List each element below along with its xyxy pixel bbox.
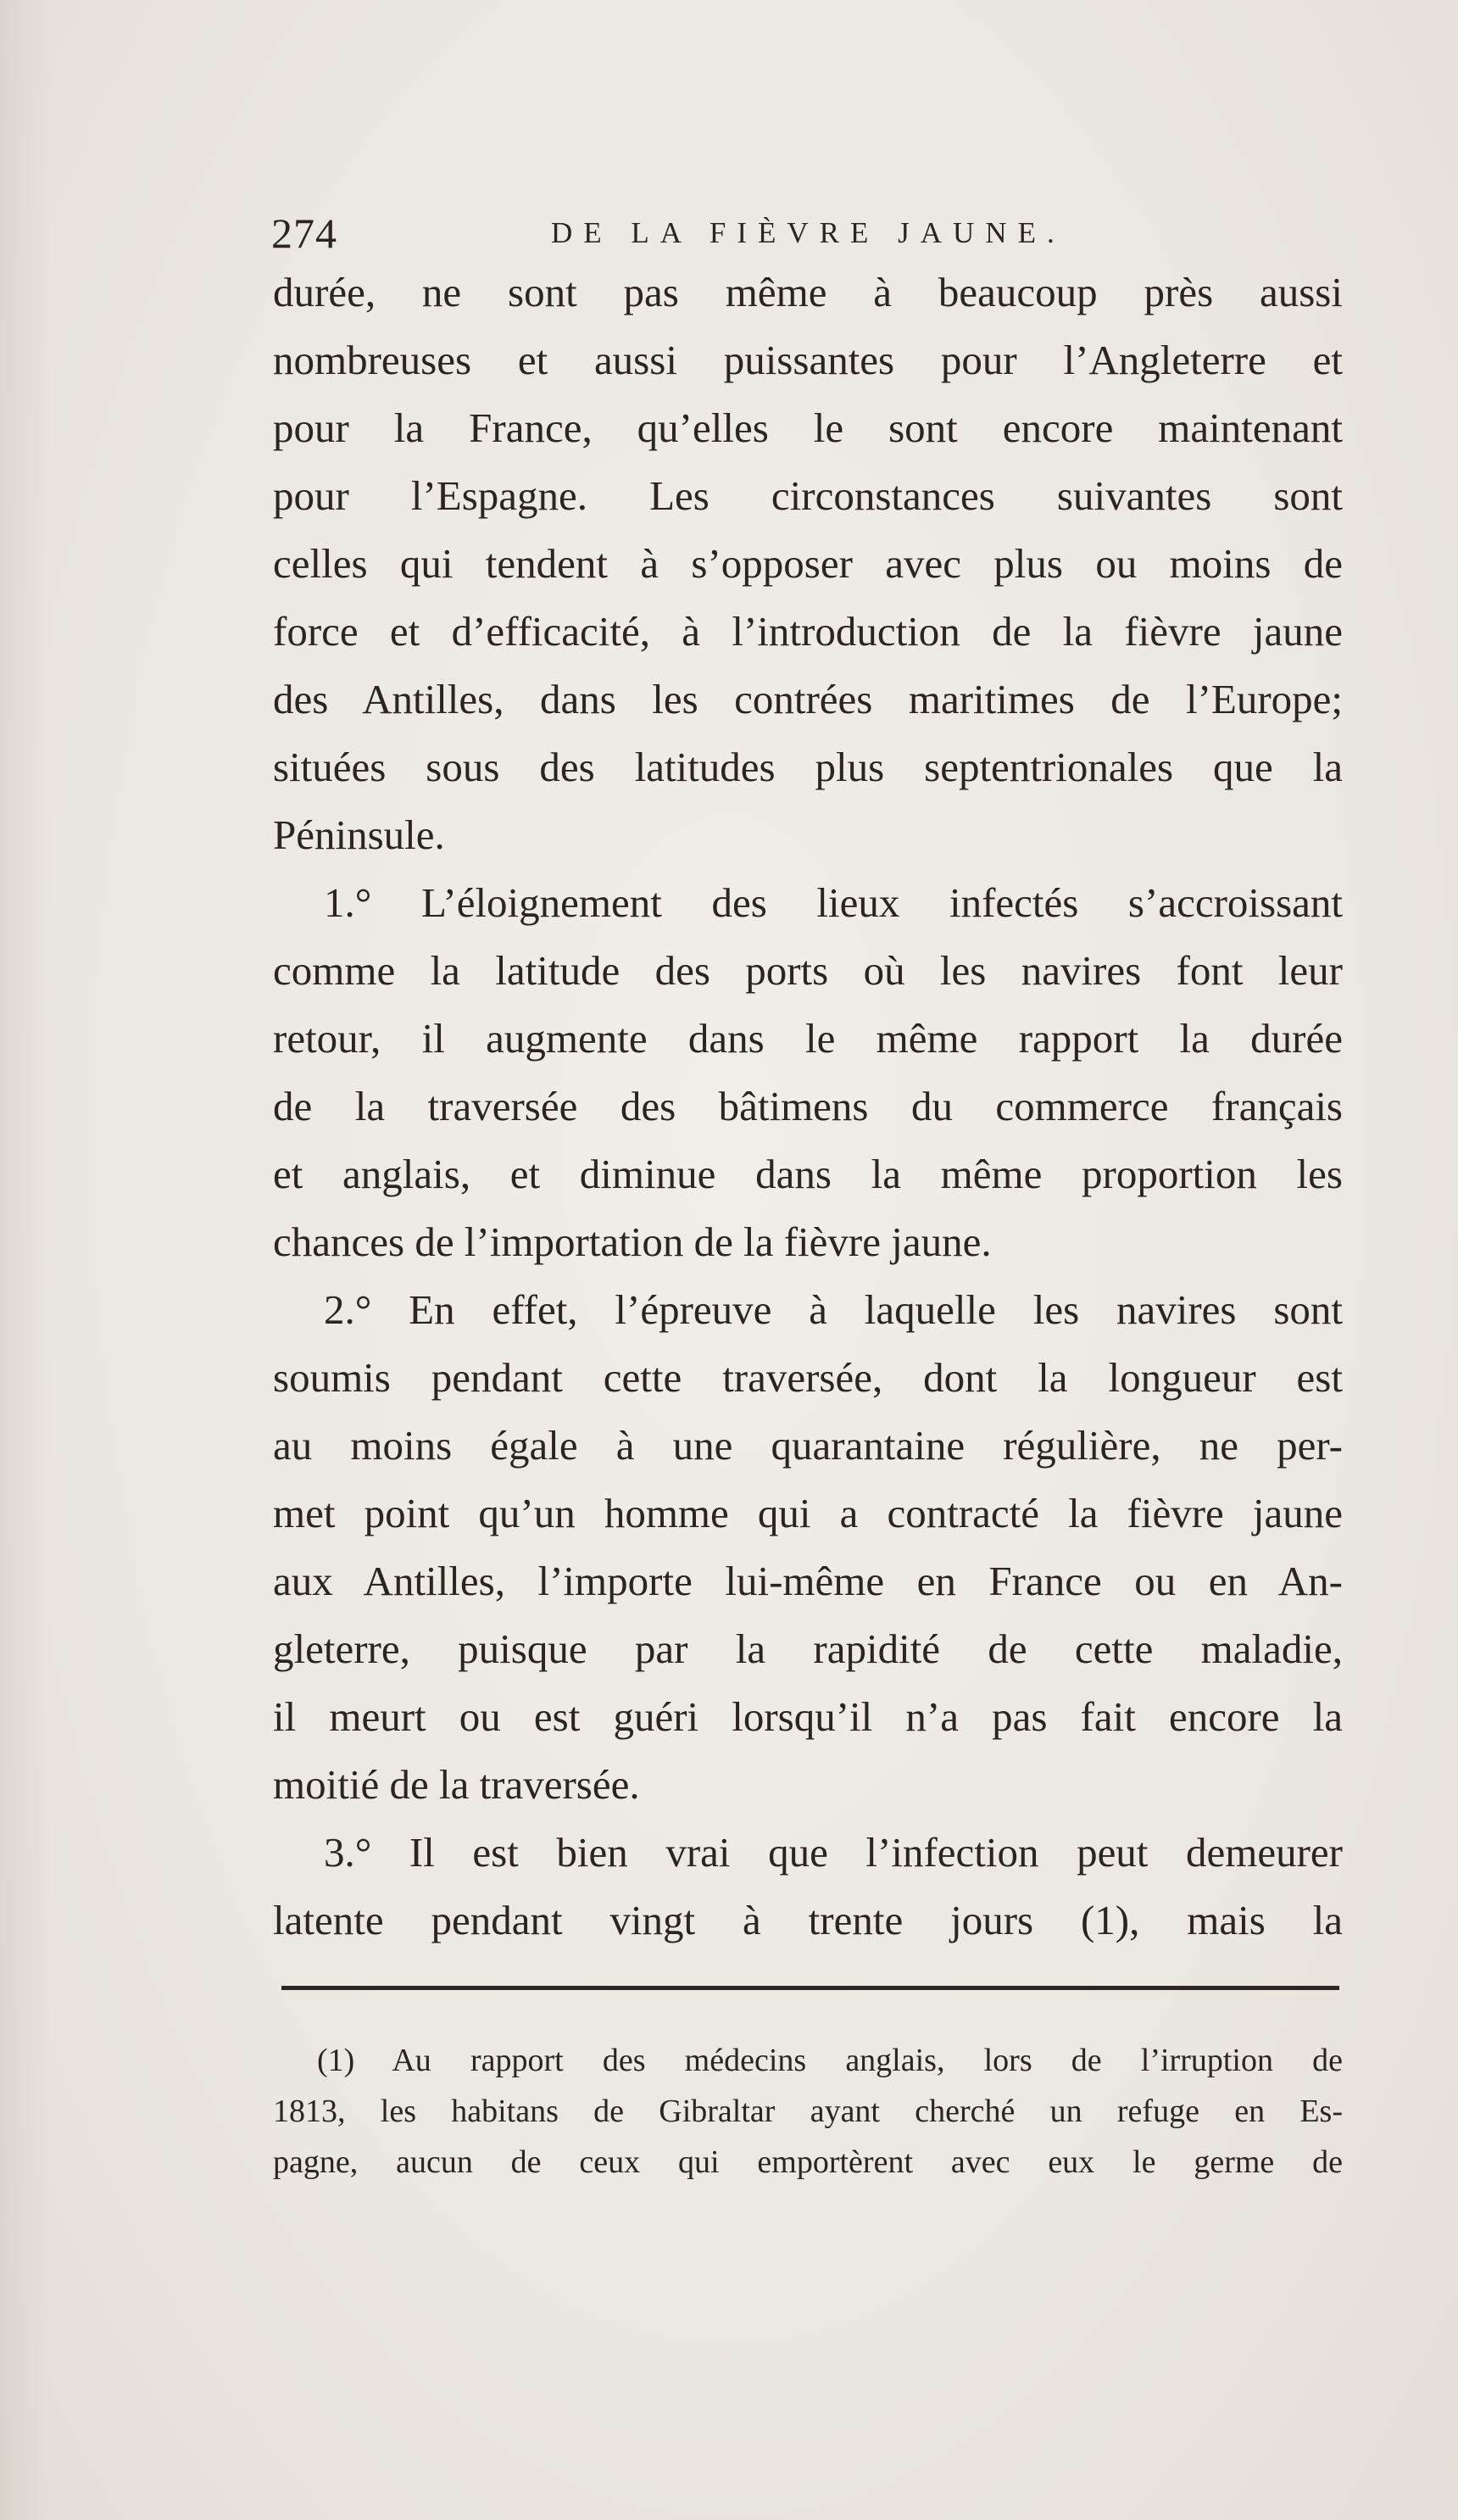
text-line: des Antilles, dans les contrées maritimes de l’Europe; [273,676,1343,722]
text-line: comme la latitude des ports où les navires font leur [273,947,1343,994]
text-line: retour, il augmente dans le même rapport la durée [273,1015,1343,1062]
text-line: met point qu’un homme qui a contracté la fièvre jaune [273,1490,1343,1536]
text-line: au moins égale à une quarantaine régulière, ne per- [273,1422,1343,1469]
text-line: moitié de la traversée. [273,1761,640,1808]
footnote-line: (1) Au rapport des médecins anglais, lors de l’irruption de [317,2043,1343,2078]
text-line: il meurt ou est guéri lorsqu’il n’a pas fait encore la [273,1693,1343,1740]
text-line: chances de l’importation de la fièvre jaune. [273,1218,992,1265]
running-title: DE LA FIÈVRE JAUNE. [551,216,1066,249]
footnote-divider [281,1986,1339,1990]
text-line: aux Antilles, l’importe lui-même en France ou en An- [273,1558,1343,1604]
page-header [271,203,1339,263]
text-line: situées sous des latitudes plus septentrionales que la [273,744,1343,790]
footnote-line: pagne, aucun de ceux qui emportèrent avec eux le germe de [273,2144,1343,2180]
text-line: latente pendant vingt à trente jours (1), mais la [273,1897,1343,1943]
body-text [273,259,1343,1954]
footnotes [273,2035,1343,2188]
paragraph-start-2: 2.° En effet, l’épreuve à laquelle les navires sont [324,1286,1343,1333]
text-line: de la traversée des bâtimens du commerce français [273,1083,1343,1129]
text-line: durée, ne sont pas même à beaucoup près aussi [273,269,1343,315]
text-line: pour la France, qu’elles le sont encore maintenant [273,404,1343,451]
text-line: Péninsule. [273,811,445,858]
page-number: 274 [271,209,337,257]
text-line: force et d’efficacité, à l’introduction de la fièvre jaune [273,608,1343,655]
paragraph-start-1: 1.° L’éloignement des lieux infectés s’accroissant [324,879,1343,926]
text-line: pour l’Espagne. Les circonstances suivantes sont [273,472,1343,519]
text-line: soumis pendant cette traversée, dont la longueur est [273,1354,1343,1401]
text-line: et anglais, et diminue dans la même proportion les [273,1151,1343,1197]
text-line: celles qui tendent à s’opposer avec plus ou moins de [273,540,1343,587]
paragraph-start-3: 3.° Il est bien vrai que l’infection peut demeurer [324,1829,1343,1876]
text-line: nombreuses et aussi puissantes pour l’Angleterre et [273,337,1343,383]
text-line: gleterre, puisque par la rapidité de cette maladie, [273,1625,1343,1672]
footnote-line: 1813, les habitans de Gibraltar ayant cherché un refuge en Es- [273,2093,1343,2129]
